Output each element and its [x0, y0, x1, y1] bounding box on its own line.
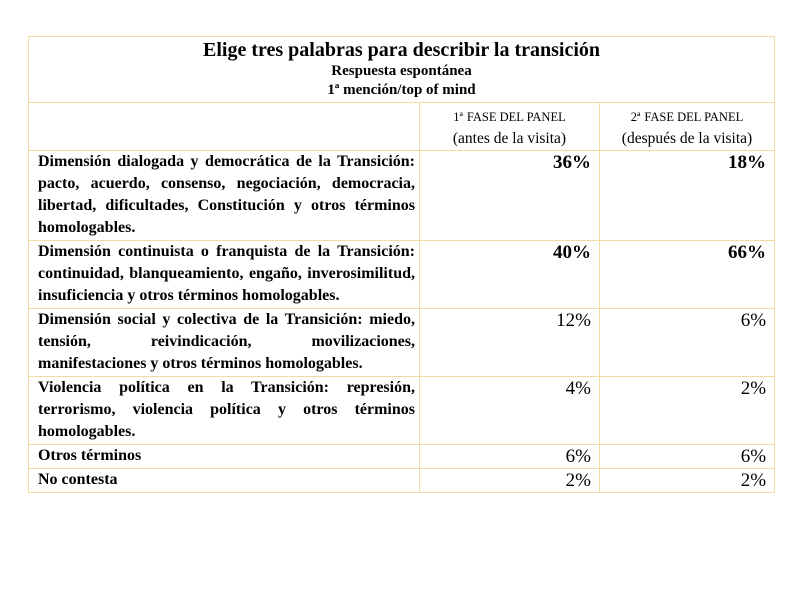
- header-row: [29, 103, 775, 151]
- row-value-phase-1: 40%: [420, 241, 600, 309]
- table-subtitle-2: 1ª mención/top of mind: [327, 82, 476, 98]
- table-row: [29, 445, 775, 469]
- row-label: Violencia política en la Transición: represión, terrorismo, violencia política y otros términos homologables.: [29, 377, 420, 445]
- header-phase-2: [600, 103, 775, 151]
- phase-2-label: FASE DEL PANEL: [644, 110, 744, 124]
- phase-1-label: FASE DEL PANEL: [466, 110, 566, 124]
- table-row: [29, 151, 775, 241]
- survey-table-container: [28, 36, 774, 493]
- row-value-phase-1: 12%: [420, 309, 600, 377]
- header-phase-1: [420, 103, 600, 151]
- phase-1-ordinal: 1ª: [453, 110, 463, 124]
- phase-2-note: (después de la visita): [621, 130, 753, 147]
- row-label: Otros términos: [29, 445, 420, 469]
- header-empty-cell: [29, 103, 420, 151]
- row-value-phase-2: 6%: [600, 309, 775, 377]
- title-row: [29, 37, 775, 103]
- row-value-phase-2: 66%: [600, 241, 775, 309]
- row-value-phase-1: 4%: [420, 377, 600, 445]
- table-row: [29, 241, 775, 309]
- phase-2-ordinal: 2ª: [630, 110, 641, 124]
- row-value-phase-2: 2%: [600, 469, 775, 493]
- row-label: Dimensión continuista o franquista de la Transición: continuidad, blanqueamiento, engaño, inverosimilitud, insuficiencia y otros términos homologables.: [29, 241, 420, 309]
- row-value-phase-1: 2%: [420, 469, 600, 493]
- table-subtitle: Respuesta espontánea: [331, 63, 472, 79]
- table-title: Elige tres palabras para describir la transición: [202, 39, 601, 61]
- row-label: Dimensión dialogada y democrática de la Transición: pacto, acuerdo, consenso, negociación, democracia, libertad, dificultades, Constitución y otros términos homologables.: [29, 151, 420, 241]
- title-cell: [29, 37, 775, 103]
- row-value-phase-1: 6%: [420, 445, 600, 469]
- table-row: [29, 309, 775, 377]
- row-label: Dimensión social y colectiva de la Transición: miedo, tensión, reivindicación, movilizaciones, manifestaciones y otros términos homologables.: [29, 309, 420, 377]
- survey-table: [28, 36, 775, 493]
- row-value-phase-2: 2%: [600, 377, 775, 445]
- row-value-phase-1: 36%: [420, 151, 600, 241]
- row-value-phase-2: 18%: [600, 151, 775, 241]
- row-value-phase-2: 6%: [600, 445, 775, 469]
- table-row: [29, 469, 775, 493]
- table-row: [29, 377, 775, 445]
- row-label: No contesta: [29, 469, 420, 493]
- phase-1-note: (antes de la visita): [452, 130, 567, 147]
